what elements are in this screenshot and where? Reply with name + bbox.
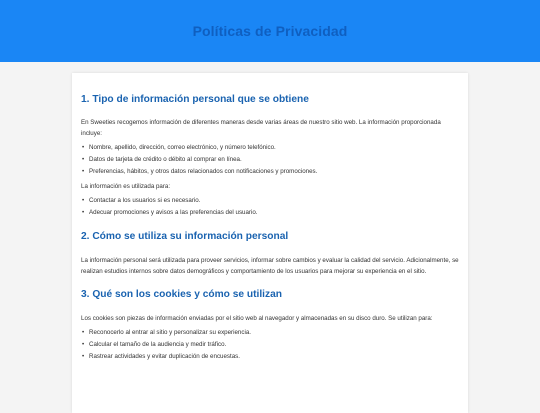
section-intro: La información personal será utilizada para proveer servicios, informar sobre cambios y evaluar la calidad del servicio. Adicionalmente, se realizan estudios internos sobre datos demográficos y comportamiento de los usuarios para mejorar su experiencia en el sitio. xyxy=(81,257,459,275)
bullet-icon: • xyxy=(82,197,85,204)
list-item: • Preferencias, hábitos, y otros datos relacionados con notificaciones y promociones. xyxy=(81,166,459,178)
usage-list xyxy=(81,195,459,219)
list-item: • Nombre, apellido, dirección, correo electrónico, y número telefónico. xyxy=(81,142,459,154)
policy-card xyxy=(72,73,468,413)
section-heading: 2. Cómo se utiliza su información personal xyxy=(81,231,289,242)
bullet-icon: • xyxy=(82,341,85,348)
section-information-usage xyxy=(81,230,459,277)
section-cookies xyxy=(81,288,459,363)
bullet-icon: • xyxy=(82,353,85,360)
section-information-types xyxy=(81,93,459,219)
page-header xyxy=(0,0,540,62)
section-heading: 1. Tipo de información personal que se obtiene xyxy=(81,94,309,105)
page-title: Políticas de Privacidad xyxy=(192,23,348,39)
bullet-icon: • xyxy=(82,156,85,163)
list-item: • Rastrear actividades y evitar duplicación de encuestas. xyxy=(81,351,459,363)
section-intro: En Sweeties recogemos información de diferentes maneras desde varias áreas de nuestro sitio web. La información proporcionada incluye: xyxy=(81,119,441,137)
list-item: • Adecuar promociones y avisos a las preferencias del usuario. xyxy=(81,207,459,219)
cookies-list xyxy=(81,327,459,363)
info-list xyxy=(81,142,459,178)
list-item: • Contactar a los usuarios si es necesario. xyxy=(81,195,459,207)
section-followup: La información es utilizada para: xyxy=(81,183,171,190)
section-intro: Los cookies son piezas de información enviadas por el sitio web al navegador y almacenadas en su disco duro. Se utilizan para: xyxy=(81,315,433,322)
list-item: • Reconocerlo al entrar al sitio y personalizar su experiencia. xyxy=(81,327,459,339)
section-heading: 3. Qué son los cookies y cómo se utilizan xyxy=(81,289,282,300)
bullet-icon: • xyxy=(82,329,85,336)
list-item: • Calcular el tamaño de la audiencia y medir tráfico. xyxy=(81,339,459,351)
bullet-icon: • xyxy=(82,144,85,151)
bullet-icon: • xyxy=(82,209,85,216)
bullet-icon: • xyxy=(82,168,85,175)
list-item: • Datos de tarjeta de crédito o débito al comprar en línea. xyxy=(81,154,459,166)
